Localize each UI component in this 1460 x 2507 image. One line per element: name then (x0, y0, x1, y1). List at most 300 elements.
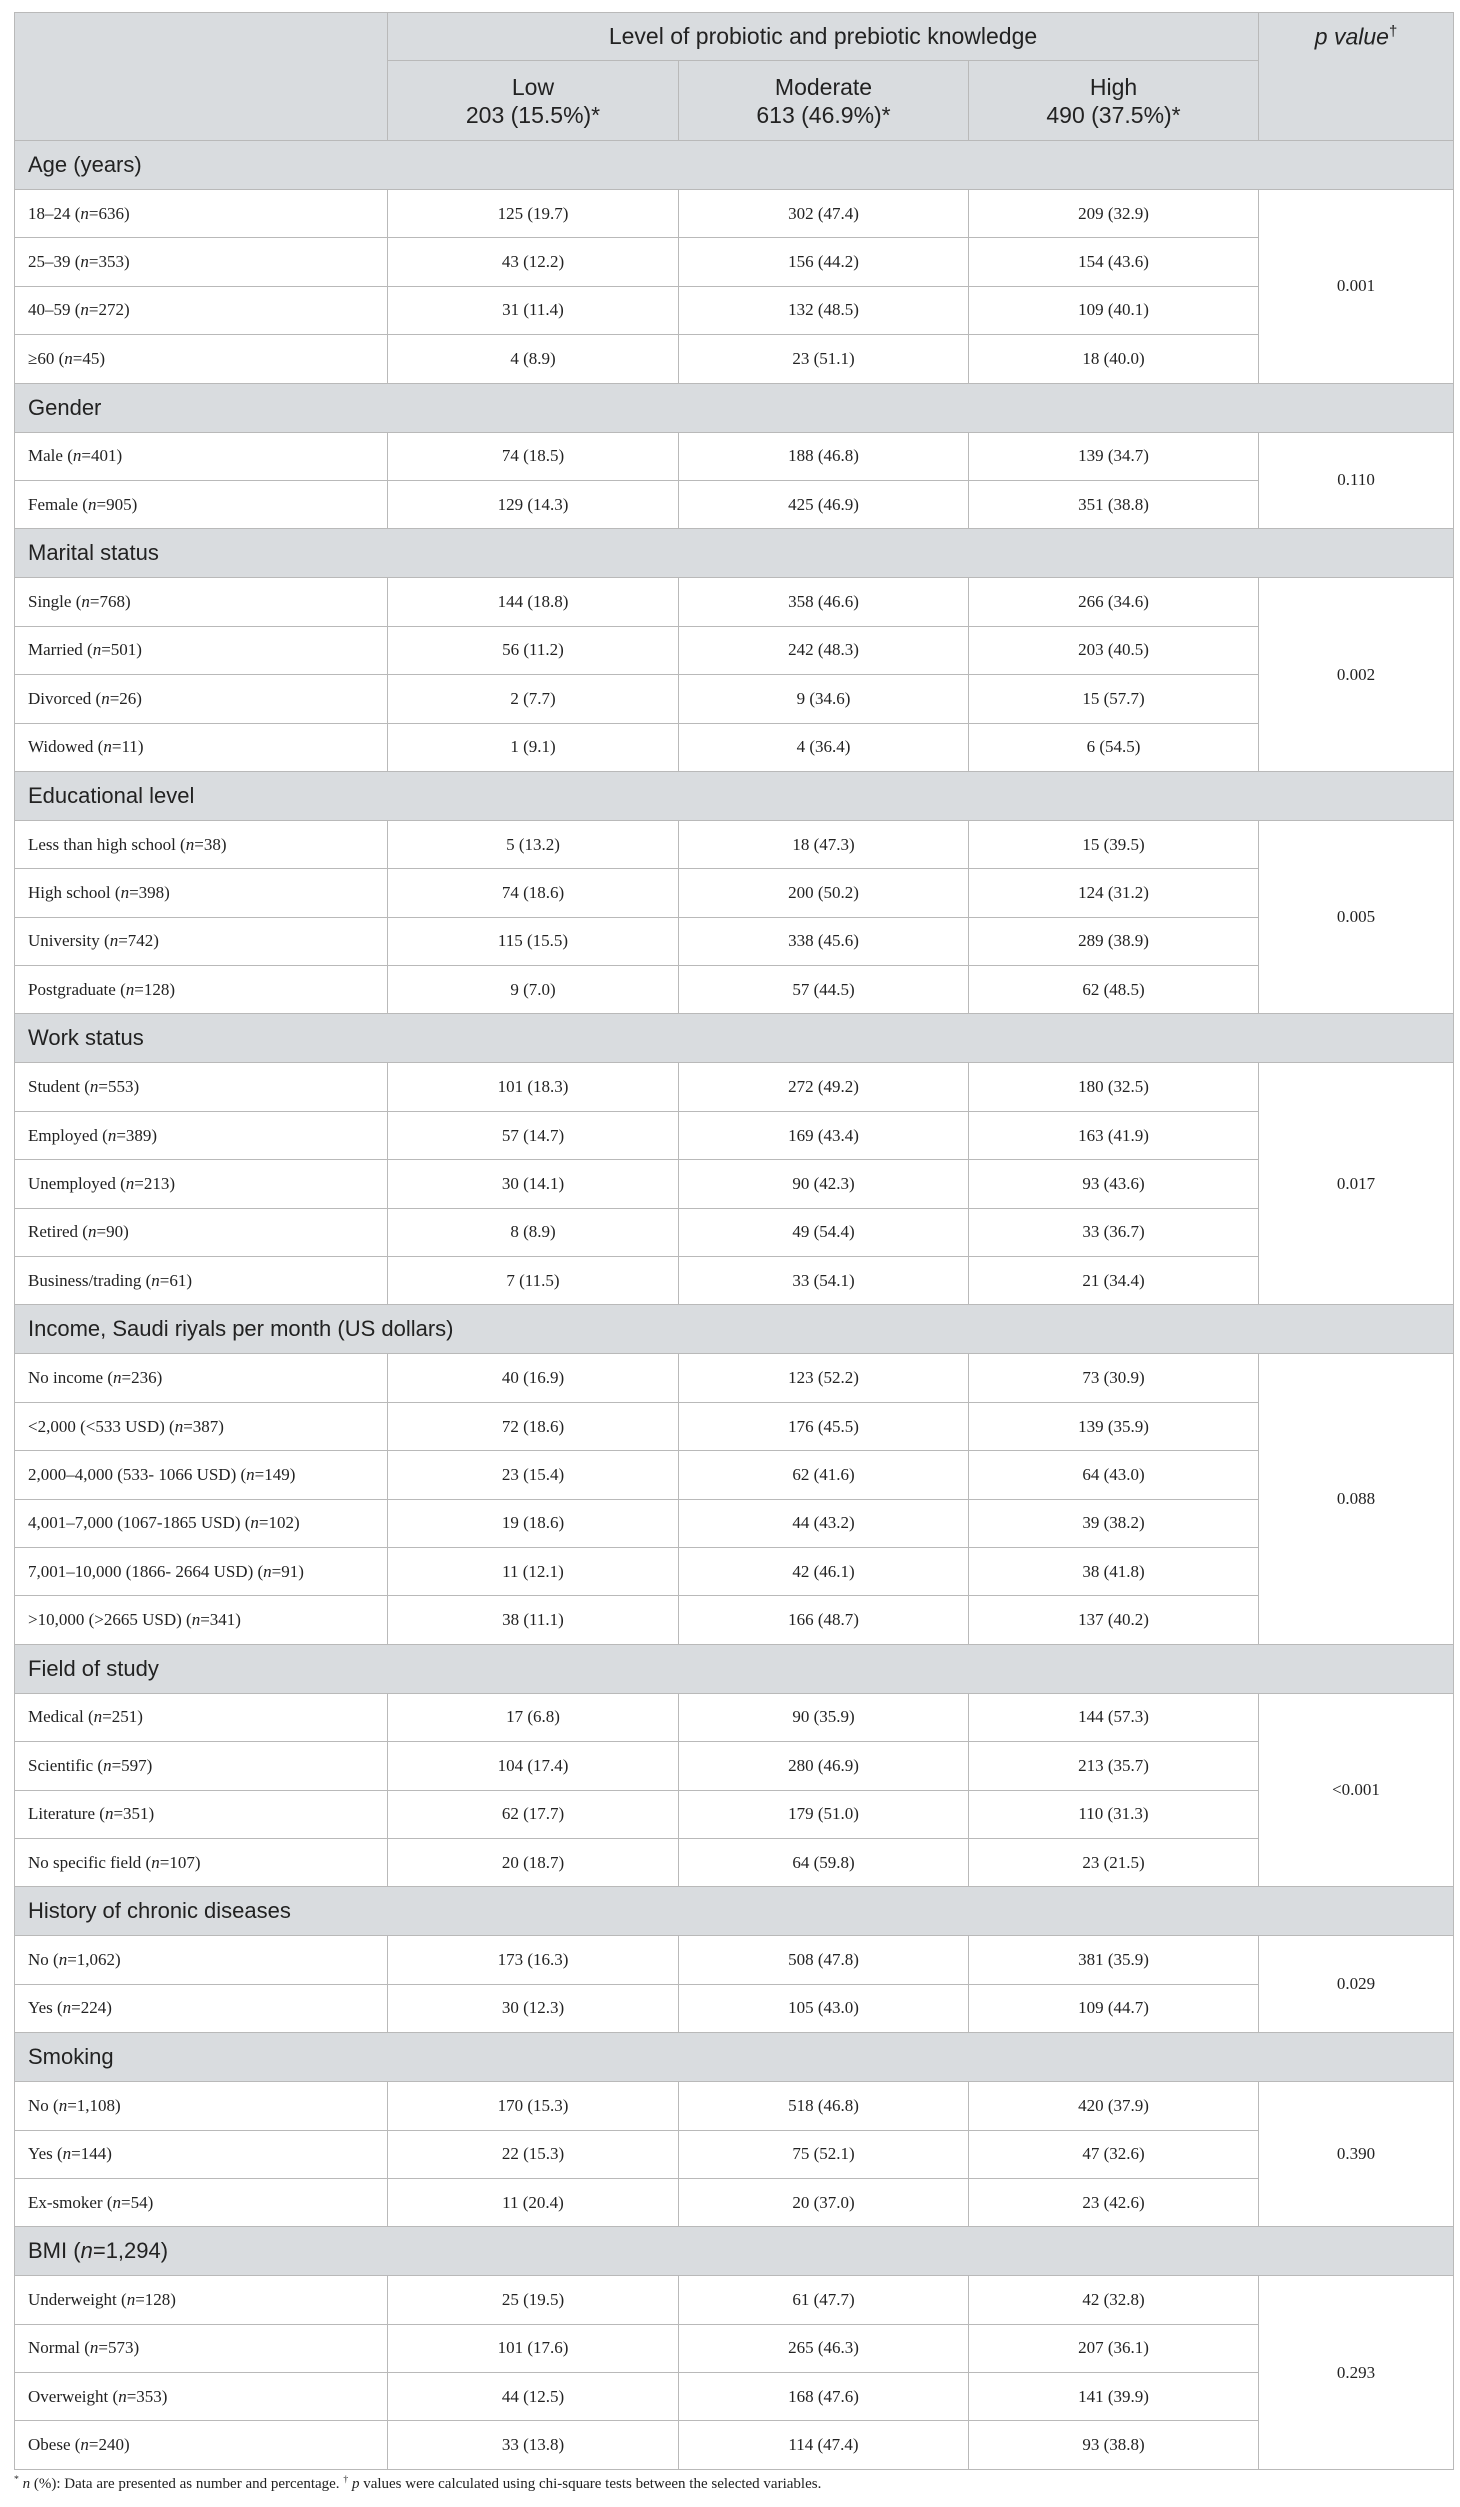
row-label: Medical (n=251) (15, 1693, 388, 1741)
row-label: Male (n=401) (15, 432, 388, 480)
cell-moderate: 132 (48.5) (679, 286, 969, 334)
row-label-text: Underweight (28, 2289, 117, 2309)
table-row (15, 238, 1454, 286)
cell-low: 5 (13.2) (388, 820, 679, 868)
table-row (15, 1742, 1454, 1790)
cell-low: 33 (13.8) (388, 2421, 679, 2469)
section-header-row (15, 2033, 1454, 2082)
cell-low: 30 (14.1) (388, 1160, 679, 1208)
cell-high: 109 (44.7) (969, 1984, 1259, 2032)
cell-high: 110 (31.3) (969, 1790, 1259, 1838)
row-n-value: 553 (107, 1077, 134, 1097)
section-title-text: Educational level (28, 782, 195, 808)
section-title (15, 141, 1454, 190)
row-n-value: 26 (119, 688, 137, 708)
n-symbol: n (93, 1707, 103, 1727)
cell-low: 129 (14.3) (388, 480, 679, 528)
cell-moderate: 272 (49.2) (679, 1063, 969, 1111)
cell-moderate: 200 (50.2) (679, 869, 969, 917)
n-symbol: n (80, 2435, 89, 2455)
section-header-row (15, 2227, 1454, 2276)
row-label: Single (n=768) (15, 578, 388, 626)
footnote-star-var: n (22, 2476, 31, 2492)
p-value-cell: 0.002 (1259, 578, 1454, 772)
cell-high: 351 (38.8) (969, 480, 1259, 528)
n-symbol: n (62, 2144, 72, 2164)
row-label-text: 25–39 (28, 252, 71, 272)
cell-high: 73 (30.9) (969, 1354, 1259, 1402)
section-title-n: 1,294 (105, 2238, 161, 2264)
section-title-text: Smoking (28, 2044, 114, 2070)
cell-low: 170 (15.3) (388, 2082, 679, 2130)
row-n-value: 102 (268, 1513, 295, 1533)
n-symbol: n (62, 1998, 72, 2018)
footnote-star-text: (%): Data are presented as number and percentage. (30, 2476, 340, 2492)
cell-moderate: 242 (48.3) (679, 626, 969, 674)
table-row (15, 917, 1454, 965)
n-symbol: n (87, 1222, 97, 1242)
n-symbol: n (250, 1513, 259, 1533)
row-label: Scientific (n=597) (15, 1742, 388, 1790)
section-title-text: Field of study (28, 1655, 159, 1681)
cell-moderate: 105 (43.0) (679, 1984, 969, 2032)
row-label-text: 4,001–7,000 (1067-1865 USD) (28, 1513, 241, 1533)
row-label-text: Normal (28, 2338, 80, 2358)
table-footnote (14, 2470, 1453, 2494)
section-title (15, 1305, 1454, 1354)
cell-high: 33 (36.7) (969, 1208, 1259, 1256)
n-symbol: n (118, 2386, 127, 2406)
cell-high: 180 (32.5) (969, 1063, 1259, 1111)
cell-low: 101 (17.6) (388, 2324, 679, 2372)
section-header-row (15, 1887, 1454, 1936)
cell-high: 93 (38.8) (969, 2421, 1259, 2469)
n-symbol: n (151, 1270, 160, 1290)
row-label: Married (n=501) (15, 626, 388, 674)
row-n-value: 240 (98, 2435, 124, 2455)
p-value-cell: 0.110 (1259, 432, 1454, 529)
row-label: >10,000 (>2665 USD) (n=341) (15, 1596, 388, 1644)
n-symbol: n (107, 1125, 117, 1145)
table-row (15, 1936, 1454, 1984)
cell-high: 18 (40.0) (969, 335, 1259, 383)
footnote-dagger-mark: † (343, 2474, 349, 2485)
cell-low: 144 (18.8) (388, 578, 679, 626)
section-title (15, 529, 1454, 578)
cell-moderate: 179 (51.0) (679, 1790, 969, 1838)
cell-moderate: 62 (41.6) (679, 1451, 969, 1499)
row-label: 40–59 (n=272) (15, 286, 388, 334)
row-label: Widowed (n=11) (15, 723, 388, 771)
table-row (15, 820, 1454, 868)
cell-high: 38 (41.8) (969, 1547, 1259, 1595)
cell-low: 38 (11.1) (388, 1596, 679, 1644)
cell-high: 139 (34.7) (969, 432, 1259, 480)
row-label: No income (n=236) (15, 1354, 388, 1402)
section-title (15, 383, 1454, 432)
row-label-text: No income (28, 1368, 104, 1388)
cell-low: 22 (15.3) (388, 2130, 679, 2178)
cell-moderate: 176 (45.5) (679, 1402, 969, 1450)
section-title-text: History of chronic diseases (28, 1898, 291, 1924)
row-label: Employed (n=389) (15, 1111, 388, 1159)
p-value-cell: 0.293 (1259, 2276, 1454, 2470)
cell-low: 4 (8.9) (388, 335, 679, 383)
table-row (15, 1402, 1454, 1450)
row-n-value: 61 (169, 1270, 187, 1290)
table-row (15, 2276, 1454, 2324)
table-row (15, 869, 1454, 917)
row-label-text: Employed (28, 1125, 98, 1145)
cell-high: 266 (34.6) (969, 578, 1259, 626)
table-row (15, 2324, 1454, 2372)
cell-moderate: 23 (51.1) (679, 335, 969, 383)
cell-moderate: 166 (48.7) (679, 1596, 969, 1644)
row-label: Unemployed (n=213) (15, 1160, 388, 1208)
row-n-value: 45 (82, 348, 100, 368)
cell-moderate: 302 (47.4) (679, 190, 969, 238)
p-value-header (1259, 13, 1454, 141)
section-header-row (15, 1305, 1454, 1354)
n-symbol: n (81, 592, 90, 612)
row-label: <2,000 (<533 USD) (n=387) (15, 1402, 388, 1450)
n-symbol: n (80, 300, 89, 320)
cell-low: 9 (7.0) (388, 966, 679, 1014)
cell-low: 11 (12.1) (388, 1547, 679, 1595)
row-label-text: 7,001–10,000 (1866- 2664 USD) (28, 1561, 254, 1581)
cell-low: 74 (18.6) (388, 869, 679, 917)
row-label-text: High school (28, 882, 111, 902)
n-symbol: n (246, 1464, 255, 1484)
cell-high: 139 (35.9) (969, 1402, 1259, 1450)
cell-low: 43 (12.2) (388, 238, 679, 286)
table-row (15, 1984, 1454, 2032)
cell-high: 207 (36.1) (969, 2324, 1259, 2372)
table-row (15, 432, 1454, 480)
table-row (15, 626, 1454, 674)
table-row (15, 578, 1454, 626)
row-n-value: 389 (125, 1125, 152, 1145)
table-row (15, 1063, 1454, 1111)
cell-low: 25 (19.5) (388, 2276, 679, 2324)
section-title (15, 1644, 1454, 1693)
p-value-label: p value (1314, 23, 1389, 50)
cell-low: 23 (15.4) (388, 1451, 679, 1499)
cell-high: 420 (37.9) (969, 2082, 1259, 2130)
cell-high: 64 (43.0) (969, 1451, 1259, 1499)
cell-moderate: 280 (46.9) (679, 1742, 969, 1790)
cell-moderate: 18 (47.3) (679, 820, 969, 868)
cell-moderate: 44 (43.2) (679, 1499, 969, 1547)
cell-high: 23 (42.6) (969, 2178, 1259, 2226)
cell-moderate: 169 (43.4) (679, 1111, 969, 1159)
row-label-text: ≥60 (28, 348, 55, 368)
row-label-text: Less than high school (28, 834, 176, 854)
table-row (15, 2082, 1454, 2130)
table-row (15, 1160, 1454, 1208)
section-header-row (15, 529, 1454, 578)
p-value-dagger: † (1388, 23, 1398, 40)
row-n-value: 90 (106, 1222, 124, 1242)
cell-low: 44 (12.5) (388, 2373, 679, 2421)
cell-low: 40 (16.9) (388, 1354, 679, 1402)
table-row (15, 480, 1454, 528)
row-n-value: 341 (209, 1610, 236, 1630)
cell-low: 31 (11.4) (388, 286, 679, 334)
cell-moderate: 49 (54.4) (679, 1208, 969, 1256)
n-symbol: n (103, 1755, 112, 1775)
cell-moderate: 338 (45.6) (679, 917, 969, 965)
cell-moderate: 508 (47.8) (679, 1936, 969, 1984)
cell-moderate: 9 (34.6) (679, 675, 969, 723)
n-symbol: n (92, 640, 102, 660)
row-label: No specific field (n=107) (15, 1838, 388, 1886)
footnote-dagger-var: p (351, 2476, 360, 2492)
p-value-cell: 0.017 (1259, 1063, 1454, 1305)
section-title-text: Work status (28, 1025, 144, 1051)
n-symbol: n (112, 2192, 122, 2212)
section-title-text: Income, Saudi riyals per month (US dollars) (28, 1316, 454, 1342)
cell-low: 115 (15.5) (388, 917, 679, 965)
cell-low: 62 (17.7) (388, 1790, 679, 1838)
n-symbol: n (101, 688, 110, 708)
header-corner (15, 13, 388, 141)
cell-high: 381 (35.9) (969, 1936, 1259, 1984)
row-n-value: 91 (281, 1561, 299, 1581)
cell-high: 137 (40.2) (969, 1596, 1259, 1644)
row-label: Overweight (n=353) (15, 2373, 388, 2421)
row-n-value: 351 (123, 1804, 149, 1824)
n-symbol: n (64, 348, 73, 368)
cell-moderate: 4 (36.4) (679, 723, 969, 771)
cell-low: 7 (11.5) (388, 1257, 679, 1305)
cell-low: 1 (9.1) (388, 723, 679, 771)
cell-high: 15 (57.7) (969, 675, 1259, 723)
table-row (15, 966, 1454, 1014)
row-n-value: 251 (111, 1707, 138, 1727)
cell-moderate: 64 (59.8) (679, 1838, 969, 1886)
cell-moderate: 265 (46.3) (679, 2324, 969, 2372)
n-symbol: n (104, 1804, 114, 1824)
row-n-value: 353 (98, 252, 125, 272)
cell-high: 42 (32.8) (969, 2276, 1259, 2324)
cell-low: 20 (18.7) (388, 1838, 679, 1886)
p-value-cell: 0.029 (1259, 1936, 1454, 2033)
row-n-value: 107 (169, 1852, 195, 1872)
cell-moderate: 123 (52.2) (679, 1354, 969, 1402)
row-label: Obese (n=240) (15, 2421, 388, 2469)
row-label-text: Divorced (28, 688, 92, 708)
row-n-value: 128 (144, 2289, 171, 2309)
row-label-text: Overweight (28, 2386, 109, 2406)
row-label: Less than high school (n=38) (15, 820, 388, 868)
n-symbol: n (126, 2289, 136, 2309)
cell-moderate: 90 (42.3) (679, 1160, 969, 1208)
table-row (15, 675, 1454, 723)
section-title-text: BMI (28, 2238, 68, 2264)
row-n-value: 501 (110, 640, 137, 660)
p-value-cell: 0.390 (1259, 2082, 1454, 2227)
footnote-dagger-text: values were calculated using chi-square tests between the selected variables. (359, 2476, 822, 2492)
cell-moderate: 57 (44.5) (679, 966, 969, 1014)
row-n-value: 353 (136, 2386, 162, 2406)
row-label-text: Business/trading (28, 1270, 142, 1290)
row-label-text: Male (28, 446, 63, 466)
cell-high: 289 (38.9) (969, 917, 1259, 965)
row-label: No (n=1,108) (15, 2082, 388, 2130)
n-symbol: n (58, 1950, 68, 1970)
row-n-value: 213 (143, 1173, 170, 1193)
n-symbol: n (87, 494, 97, 514)
cell-high: 47 (32.6) (969, 2130, 1259, 2178)
cell-low: 8 (8.9) (388, 1208, 679, 1256)
table-row (15, 1790, 1454, 1838)
p-value-cell: 0.001 (1259, 190, 1454, 384)
row-label-text: >10,000 (>2665 USD) (28, 1610, 182, 1630)
level-high-header (969, 61, 1259, 141)
cell-moderate: 188 (46.8) (679, 432, 969, 480)
group-title: Level of probiotic and prebiotic knowledge (388, 13, 1259, 61)
section-title-text: Marital status (28, 540, 159, 566)
n-symbol: n (58, 2095, 68, 2115)
row-n-value: 387 (192, 1416, 219, 1436)
table-row (15, 1499, 1454, 1547)
row-label-text: Postgraduate (28, 979, 116, 999)
cell-moderate: 33 (54.1) (679, 1257, 969, 1305)
n-symbol: n (174, 1416, 184, 1436)
row-label: No (n=1,062) (15, 1936, 388, 1984)
n-symbol: n (185, 834, 195, 854)
row-n-value: 54 (130, 2192, 148, 2212)
cell-low: 56 (11.2) (388, 626, 679, 674)
row-label: Literature (n=351) (15, 1790, 388, 1838)
row-n-value: 144 (80, 2144, 107, 2164)
table-row (15, 1208, 1454, 1256)
row-label-text: No (28, 2095, 49, 2115)
section-title (15, 771, 1454, 820)
row-label: ≥60 (n=45) (15, 335, 388, 383)
section-title (15, 1014, 1454, 1063)
level-low-header (388, 61, 679, 141)
table-row (15, 2421, 1454, 2469)
table-row (15, 190, 1454, 238)
cell-moderate: 358 (46.6) (679, 578, 969, 626)
row-label: Yes (n=144) (15, 2130, 388, 2178)
cell-moderate: 61 (47.7) (679, 2276, 969, 2324)
row-label-text: <2,000 (<533 USD) (28, 1416, 165, 1436)
table-row (15, 2130, 1454, 2178)
level-name: Low (511, 73, 555, 100)
table-row (15, 1838, 1454, 1886)
section-header-row (15, 1644, 1454, 1693)
n-symbol: n (120, 882, 130, 902)
row-label: Divorced (n=26) (15, 675, 388, 723)
row-n-value: 636 (98, 203, 125, 223)
section-title (15, 2033, 1454, 2082)
row-n-value: 742 (127, 931, 154, 951)
cell-low: 19 (18.6) (388, 1499, 679, 1547)
cell-high: 209 (32.9) (969, 190, 1259, 238)
level-name: Moderate (774, 73, 873, 100)
cell-moderate: 168 (47.6) (679, 2373, 969, 2421)
cell-high: 6 (54.5) (969, 723, 1259, 771)
cell-low: 125 (19.7) (388, 190, 679, 238)
row-n-value: 1,062 (76, 1950, 116, 1970)
row-label: High school (n=398) (15, 869, 388, 917)
row-label-text: 40–59 (28, 300, 71, 320)
n-symbol: n (125, 979, 135, 999)
row-label-text: University (28, 931, 100, 951)
row-label: Postgraduate (n=128) (15, 966, 388, 1014)
row-n-value: 38 (203, 834, 221, 854)
table-row (15, 1111, 1454, 1159)
section-header-row (15, 1014, 1454, 1063)
row-label: 2,000–4,000 (533- 1066 USD) (n=149) (15, 1451, 388, 1499)
section-header-row (15, 141, 1454, 190)
level-count: 203 (15.5%)* (465, 101, 601, 128)
n-symbol: n (151, 1852, 160, 1872)
p-value-cell: <0.001 (1259, 1693, 1454, 1887)
row-label: Female (n=905) (15, 480, 388, 528)
row-label: Business/trading (n=61) (15, 1257, 388, 1305)
section-title: BMI (n=1,294) (15, 2227, 1454, 2276)
row-n-value: 768 (99, 592, 125, 612)
cell-moderate: 20 (37.0) (679, 2178, 969, 2226)
p-value-cell: 0.005 (1259, 820, 1454, 1014)
row-label-text: Retired (28, 1222, 79, 1242)
cell-high: 154 (43.6) (969, 238, 1259, 286)
section-header-row (15, 771, 1454, 820)
cell-low: 2 (7.7) (388, 675, 679, 723)
row-label: 25–39 (n=353) (15, 238, 388, 286)
n-symbol: n (191, 1610, 201, 1630)
n-symbol: n (125, 1173, 135, 1193)
cell-moderate: 75 (52.1) (679, 2130, 969, 2178)
row-label: Student (n=553) (15, 1063, 388, 1111)
n-symbol: n (80, 252, 89, 272)
knowledge-table (14, 12, 1454, 2470)
n-symbol: n (109, 931, 119, 951)
cell-high: 39 (38.2) (969, 1499, 1259, 1547)
row-label-text: 18–24 (28, 203, 71, 223)
row-label: 4,001–7,000 (1067-1865 USD) (n=102) (15, 1499, 388, 1547)
cell-low: 11 (20.4) (388, 2178, 679, 2226)
n-symbol: n (89, 1077, 99, 1097)
cell-high: 93 (43.6) (969, 1160, 1259, 1208)
cell-low: 173 (16.3) (388, 1936, 679, 1984)
cell-low: 74 (18.5) (388, 432, 679, 480)
table-row (15, 2373, 1454, 2421)
row-label-text: No specific field (28, 1852, 142, 1872)
row-label: University (n=742) (15, 917, 388, 965)
table-body (15, 141, 1454, 2470)
cell-high: 62 (48.5) (969, 966, 1259, 1014)
row-label-text: No (28, 1950, 49, 1970)
row-label: Retired (n=90) (15, 1208, 388, 1256)
cell-high: 163 (41.9) (969, 1111, 1259, 1159)
row-n-value: 401 (90, 446, 117, 466)
row-label-text: Unemployed (28, 1173, 116, 1193)
cell-high: 15 (39.5) (969, 820, 1259, 868)
cell-low: 17 (6.8) (388, 1693, 679, 1741)
row-n-value: 597 (121, 1755, 147, 1775)
table-row (15, 1354, 1454, 1402)
table-row (15, 1596, 1454, 1644)
row-label-text: Female (28, 494, 79, 514)
n-symbol: n (103, 737, 112, 757)
level-moderate-header (679, 61, 969, 141)
section-title-text: Age (years) (28, 152, 142, 177)
